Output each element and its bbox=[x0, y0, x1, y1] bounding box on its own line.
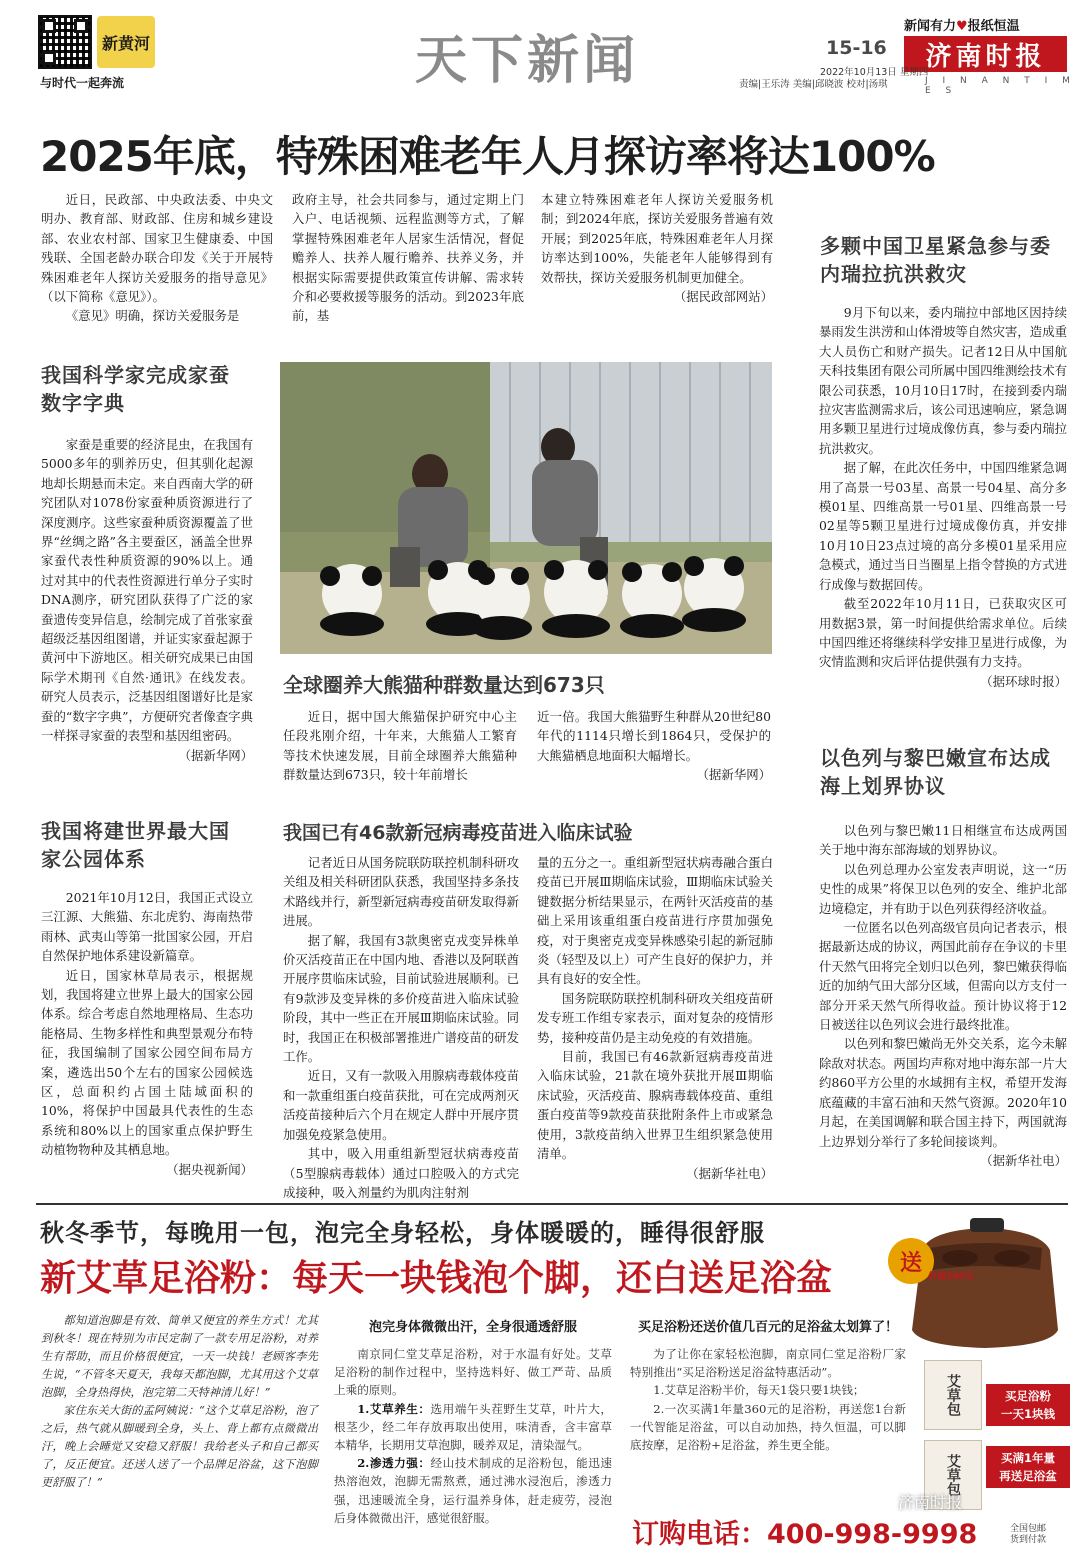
lead-paragraph: 近日，民政部、中央政法委、中央文明办、教育部、财政部、住房和城乡建设部、农业农村部、国家卫生健康委、中国残联、全国老龄办联合印发《关于开展特殊困难老年人探访关爱服务的指导意见》（以下简称《意见》）。 bbox=[41, 192, 273, 305]
vaccine-headline: 我国已有46款新冠病毒疫苗进入临床试验 bbox=[283, 822, 633, 844]
product-pack-2: 艾草包 bbox=[924, 1440, 982, 1510]
park-headline: 我国将建世界最大国家公园体系 bbox=[41, 819, 230, 871]
satellite-headline: 多颗中国卫星紧急参与委内瑞拉抗洪救灾 bbox=[820, 234, 1051, 286]
issue-date: 2022年10月13日 星期四 bbox=[820, 67, 929, 78]
ad-top-rule bbox=[36, 1203, 1068, 1205]
ad-point-text: 经山技术制成的足浴粉包，能迅速热溶泡效，泡脚无需熬煮，通过沸水浸泡后，渗透力强，迅速暖流全身，运行温养身体，赶走疲劳，浸泡后身体微微出汗，感觉很舒服。 bbox=[334, 1456, 612, 1525]
paper-slogan-b: 报纸恒温 bbox=[967, 19, 1020, 34]
ad-right-paragraph: 为了让你在家轻松泡脚，南京同仁堂足浴粉厂家特别推出“买足浴粉送足浴盆特惠活动”。 bbox=[630, 1347, 906, 1380]
silkworm-source: （据新华网） bbox=[178, 747, 253, 763]
panda-paragraph: 近一倍。我国大熊猫野生种群从20世纪80年代的1114只增长到1864只，受保护的大熊猫栖息地面积大幅增长。 bbox=[537, 709, 771, 763]
foot-spa-icon bbox=[900, 1210, 1070, 1350]
vaccine-paragraph: 目前，我国已有46款新冠病毒疫苗进入临床试验，21款在境外获批开展Ⅲ期临床试验，灭活疫苗、腺病毒载体疫苗、重组蛋白疫苗等9款疫苗获批附条件上市或紧急使用，3款疫苗纳入世界卫生组织紧急使用清单。 bbox=[537, 1049, 773, 1162]
vaccine-paragraph: 其中，吸入用重组新型冠状病毒疫苗（5型腺病毒载体）通过口腔吸入的方式完成接种，吸入剂量约为肌肉注射剂 bbox=[283, 1146, 519, 1200]
heart-icon: ♥ bbox=[956, 19, 968, 34]
staff-credits: 责编|王乐涛 美编|邱晓波 校对|汤琪 bbox=[739, 79, 888, 90]
lead-paragraph: 本建立特殊困难老年人探访关爱服务机制；到2024年底，探访关爱服务普遍有效开展；到2025年底，特殊困难老年人月探访率达到100%，失能老年人能够得到有效帮扶，探访关爱服务机制更加健全。 bbox=[541, 192, 773, 285]
lead-paragraph: 《意见》明确，探访关爱服务是 bbox=[65, 308, 240, 324]
lead-col-1 bbox=[41, 190, 273, 326]
ad-point-text: 选用端午头茬野生艾草，叶片大，根茎少，经二年存放再取出使用，味清香，含丰富草本精华，长期用艾草泡脚，暖养双足，清染湿气。 bbox=[334, 1401, 612, 1453]
park-source: （据央视新闻） bbox=[166, 1161, 253, 1177]
ad-letter-paragraph: 家住东关大街的孟阿姨说：“这个艾草足浴粉，泡了之后，热气就从脚暖到全身，头上、背上都有点微微出汗，晚上会睡觉又安稳又舒服！我给老头子和自己都买了，反正便宜。还送人送了一个品牌足浴盆，这下泡脚更舒服了！” bbox=[41, 1404, 318, 1489]
panda-headline: 全球圈养大熊猫种群数量达到673只 bbox=[283, 673, 605, 697]
paper-logo: 济南时报 bbox=[904, 36, 1067, 72]
paper-slogan bbox=[904, 15, 1020, 34]
ad-right-title: 买足浴粉还送价值几百元的足浴盆太划算了！ bbox=[637, 1320, 898, 1335]
border-article bbox=[819, 821, 1067, 1170]
vaccine-paragraph: 国务院联防联控机制科研攻关组疫苗研发专班工作组专家表示，面对复杂的疫情形势，接种疫苗仍是主动免疫的有效措施。 bbox=[537, 990, 773, 1045]
vaccine-paragraph: 记者近日从国务院联防联控机制科研攻关组及相关科研团队获悉，我国坚持多条技术路线并行，新型新冠病毒疫苗研发取得新进展。 bbox=[283, 855, 519, 929]
satellite-paragraph: 9月下旬以来，委内瑞拉中部地区因持续暴雨发生洪涝和山体滑坡等自然灾害，造成重大人员伤亡和财产损失。记者12日从中国航天科技集团有限公司所属中国四维测绘技术有限公司获悉，10月10日17时，在接到委内瑞拉灾害监测需求后，该公司迅速响应，紧急调用多颗卫星进行过境成像仿真，参与委内瑞拉抗洪救灾。 bbox=[819, 305, 1067, 456]
border-paragraph: 以色列总理办公室发表声明说，这一“历史性的成果”将保卫以色列的安全、维护北部边境稳定，并有助于以色列获得经济收益。 bbox=[819, 861, 1067, 916]
border-source: （据新华社电） bbox=[980, 1152, 1067, 1168]
ad-headline: 新艾草足浴粉：每天一块钱泡个脚，还白送足浴盆 bbox=[40, 1258, 833, 1299]
ad-tag-gift: 买满1年量 再送足浴盆 bbox=[986, 1446, 1070, 1488]
panda-source: （据新华网） bbox=[696, 767, 771, 783]
gift-badge: 送 bbox=[888, 1238, 934, 1284]
silkworm-headline: 我国科学家完成家蚕数字字典 bbox=[41, 363, 230, 415]
vaccine-col-1 bbox=[283, 853, 519, 1202]
vaccine-paragraph: 据了解，我国有3款奥密克戎变异株单价灭活疫苗正在中国内地、香港以及阿联酋开展序贯临床试验，目前试验进展顺利。已有9款涉及变异株的多价疫苗进入临床试验阶段，其中一些正在开展Ⅲ期临床试验。同时，我国正在积极部署推进广谱疫苗的研发工作。 bbox=[283, 932, 519, 1065]
ad-slogan: 秋冬季节，每晚用一包，泡完全身轻松，身体暖暖的，睡得很舒服 bbox=[40, 1219, 765, 1247]
ad-middle-paragraph bbox=[334, 1400, 612, 1455]
satellite-source: （据环球时报） bbox=[980, 673, 1067, 689]
satellite-paragraph: 截至2022年10月11日，已获取灾区可用数据3景，第一时间提供给需求单位。后续中国四维还将继续科学安排卫星进行成像，为灾情监测和灾后评估提供强有力支持。 bbox=[819, 596, 1067, 670]
qr-code bbox=[38, 15, 92, 69]
lead-source: （据民政部网站） bbox=[673, 289, 773, 305]
lead-col-2 bbox=[292, 190, 524, 326]
park-article bbox=[41, 888, 253, 1179]
ad-middle-column bbox=[334, 1318, 612, 1527]
panda-paragraph: 近日，据中国大熊猫保护研究中心主任段兆刚介绍，十年来，大熊猫人工繁育等技术快速发展，目前全球圈养大熊猫种群数量达到673只，较十年前增长 bbox=[283, 709, 517, 783]
ad-point-label: 1.艾草养生： bbox=[357, 1401, 431, 1416]
payment-note: 全国包邮 货到付款 bbox=[1010, 1524, 1047, 1545]
page-numbers: 15-16 bbox=[826, 37, 887, 59]
partner-slogan: 与时代一起奔流 bbox=[40, 76, 125, 90]
satellite-article bbox=[819, 303, 1067, 691]
satellite-paragraph: 据了解，在此次任务中，中国四维紧急调用了高景一号03星、高景一号04星、高分多模01星、四维高景一号01星、四维高景一号02星等5颗卫星进行过境成像仿真，并安排10月10日23点过境的高分多模01星采用应急模式，通过当日当圈星上指令替换的方式进行成像与数据回传。 bbox=[819, 460, 1067, 592]
border-headline: 以色列与黎巴嫩宣布达成海上划界协议 bbox=[820, 746, 1051, 798]
ad-tag-daily: 买足浴粉 一天1块钱 bbox=[986, 1384, 1070, 1426]
panda-col-2 bbox=[537, 707, 771, 784]
ad-letter-paragraph: 都知道泡脚是有效、简单又便宜的养生方式！尤其到秋冬！现在特别为市民定制了一款专用足浴粉，对养生有帮助，而且价格很便宜，一天一块钱！老顾客李先生说，“不管冬天夏天，我每天都泡脚，尤其用这个艾草泡脚，全身热得快，泡完第二天特神清儿好！” bbox=[41, 1314, 318, 1399]
section-title: 天下新闻 bbox=[415, 31, 640, 91]
paper-slogan-a: 新闻有力 bbox=[904, 19, 957, 34]
ad-middle-paragraph bbox=[334, 1454, 612, 1527]
ad-right-paragraph: 2.一次买满1年量360元的足浴粉，再送您1台新一代智能足浴盆，可以自动加热，持久恒温，可以脚底按摩，足浴粉+足浴盆，养生更全能。 bbox=[630, 1401, 906, 1453]
vaccine-paragraph: 近日，又有一款吸入用腺病毒载体疫苗和一款重组蛋白疫苗获批，可在完成两剂灭活疫苗接种后六个月在规定人群中开展序贯加强免疫紧急使用。 bbox=[283, 1068, 519, 1142]
ad-right-column bbox=[630, 1318, 906, 1454]
park-paragraph: 近日，国家林草局表示，根据规划，我国将建立世界上最大的国家公园体系。综合考虑自然地理格局、生态功能格局、生物多样性和典型景观分布特征，我国编制了国家公园空间布局方案，遴选出50个左右的国家公园候选区，总面积约占国土陆域面积的10%，将保护中国最具代表性的生态系统和80%以上的国家重点保护野生动植物物种及其栖息地。 bbox=[41, 967, 253, 1158]
vaccine-source: （据新华社电） bbox=[686, 1165, 773, 1181]
panda-photo bbox=[280, 362, 772, 654]
order-phone: 订购电话：400-998-9998 bbox=[632, 1519, 978, 1550]
border-paragraph: 以色列和黎巴嫩尚无外交关系，迄今未解除敌对状态。两国均声称对地中海东部一片大约860平方公里的水域拥有主权，希望开发海底蕴藏的丰富石油和天然气资源。2020年10月起，在美国调解和联合国主持下，两国就海上边界划分举行了多轮间接谈判。 bbox=[819, 1036, 1067, 1149]
ad-middle-title: 泡完身体微微出汗，全身很通透舒服 bbox=[368, 1320, 577, 1335]
foot-spa-basin bbox=[900, 1210, 1070, 1350]
border-paragraph: 以色列与黎巴嫩11日相继宣布达成两国关于地中海东部海域的划界协议。 bbox=[819, 823, 1067, 858]
lead-paragraph: 政府主导，社会共同参与，通过定期上门入户、电话视频、远程监测等方式，了解掌握特殊困难老年人居家生活情况，督促赡养人、扶养人履行赡养、扶养义务，并根据实际需要提供政策宣传讲解、需求转介和必要救援等服务的活动。到2023年底前，基 bbox=[292, 192, 524, 324]
paper-name-en: J I N A N T I M E S bbox=[925, 76, 1076, 96]
lead-headline: 2025年底，特殊困难老年人月探访率将达100% bbox=[40, 132, 935, 181]
border-paragraph: 一位匿名以色列高级官员向记者表示，根据最新达成的协议，两国此前存在争议的卡里什天然气田将完全划归以色列，黎巴嫩获得临近的加纳气田大部分区域，但需向以方支付一部分开采天然气所得收益。预计协议将于12日被送往以色列议会进行最终批准。 bbox=[819, 920, 1067, 1033]
ad-point-label: 2.渗透力强： bbox=[357, 1456, 431, 1471]
vaccine-col-2 bbox=[537, 853, 773, 1183]
panda-photo-illustration bbox=[280, 362, 772, 654]
silkworm-article bbox=[41, 435, 253, 765]
ad-letter bbox=[41, 1312, 318, 1492]
panda-col-1 bbox=[283, 707, 517, 785]
watermark: 济南时报 bbox=[898, 1493, 963, 1512]
vaccine-paragraph: 量的五分之一。重组新型冠状病毒融合蛋白疫苗已开展Ⅲ期临床试验，Ⅲ期临床试验关键数据分析结果显示，在两针灭活疫苗的基础上采用该重组蛋白疫苗进行序贯加强免疫，对于奥密克戎变异株感染引起的新冠肺炎（轻型及以上）可产生良好的保护力，并具有良好的安全性。 bbox=[537, 855, 773, 987]
park-paragraph: 2021年10月12日，我国正式设立三江源、大熊猫、东北虎豹、海南热带雨林、武夷山等第一批国家公园，开启自然保护地体系建设新篇章。 bbox=[41, 890, 253, 964]
ad-middle-paragraph: 南京同仁堂艾草足浴粉，对于水温有好处。艾草足浴粉的制作过程中，坚持选料好、做工严苛、品质上乘的原则。 bbox=[334, 1347, 612, 1398]
product-pack-1: 艾草包 bbox=[924, 1360, 982, 1430]
gift-price: 价值380元 bbox=[928, 1272, 974, 1282]
partner-logo: 新黄河 bbox=[97, 16, 155, 68]
lead-col-3 bbox=[541, 190, 773, 306]
silkworm-body: 家蚕是重要的经济昆虫，在我国有5000多年的驯养历史，但其驯化起源地却长期悬而未定。来自西南大学的研究团队对1078份家蚕种质资源进行了深度测序。这些家蚕种质资源覆盖了世界“丝绸之路”各主要蚕区，涵盖全世界家蚕代表性种质资源的90%以上。通过对其中的代表性资源进行单分子实时DNA测序，研究团队获得了广泛的家蚕遗传变异信息，绘制完成了首张家蚕超级泛基因组图谱，并证实家蚕起源于黄河中下游地区。相关研究成果已由国际学术期刊《自然·通讯》在线发表。研究人员表示，泛基因组图谱好比是家蚕的“数字字典”，方便研究者像查字典一样探寻家蚕的表型和基因组密码。 bbox=[41, 437, 253, 744]
ad-right-paragraph: 1.艾草足浴粉半价，每天1袋只要1块钱； bbox=[653, 1383, 865, 1398]
